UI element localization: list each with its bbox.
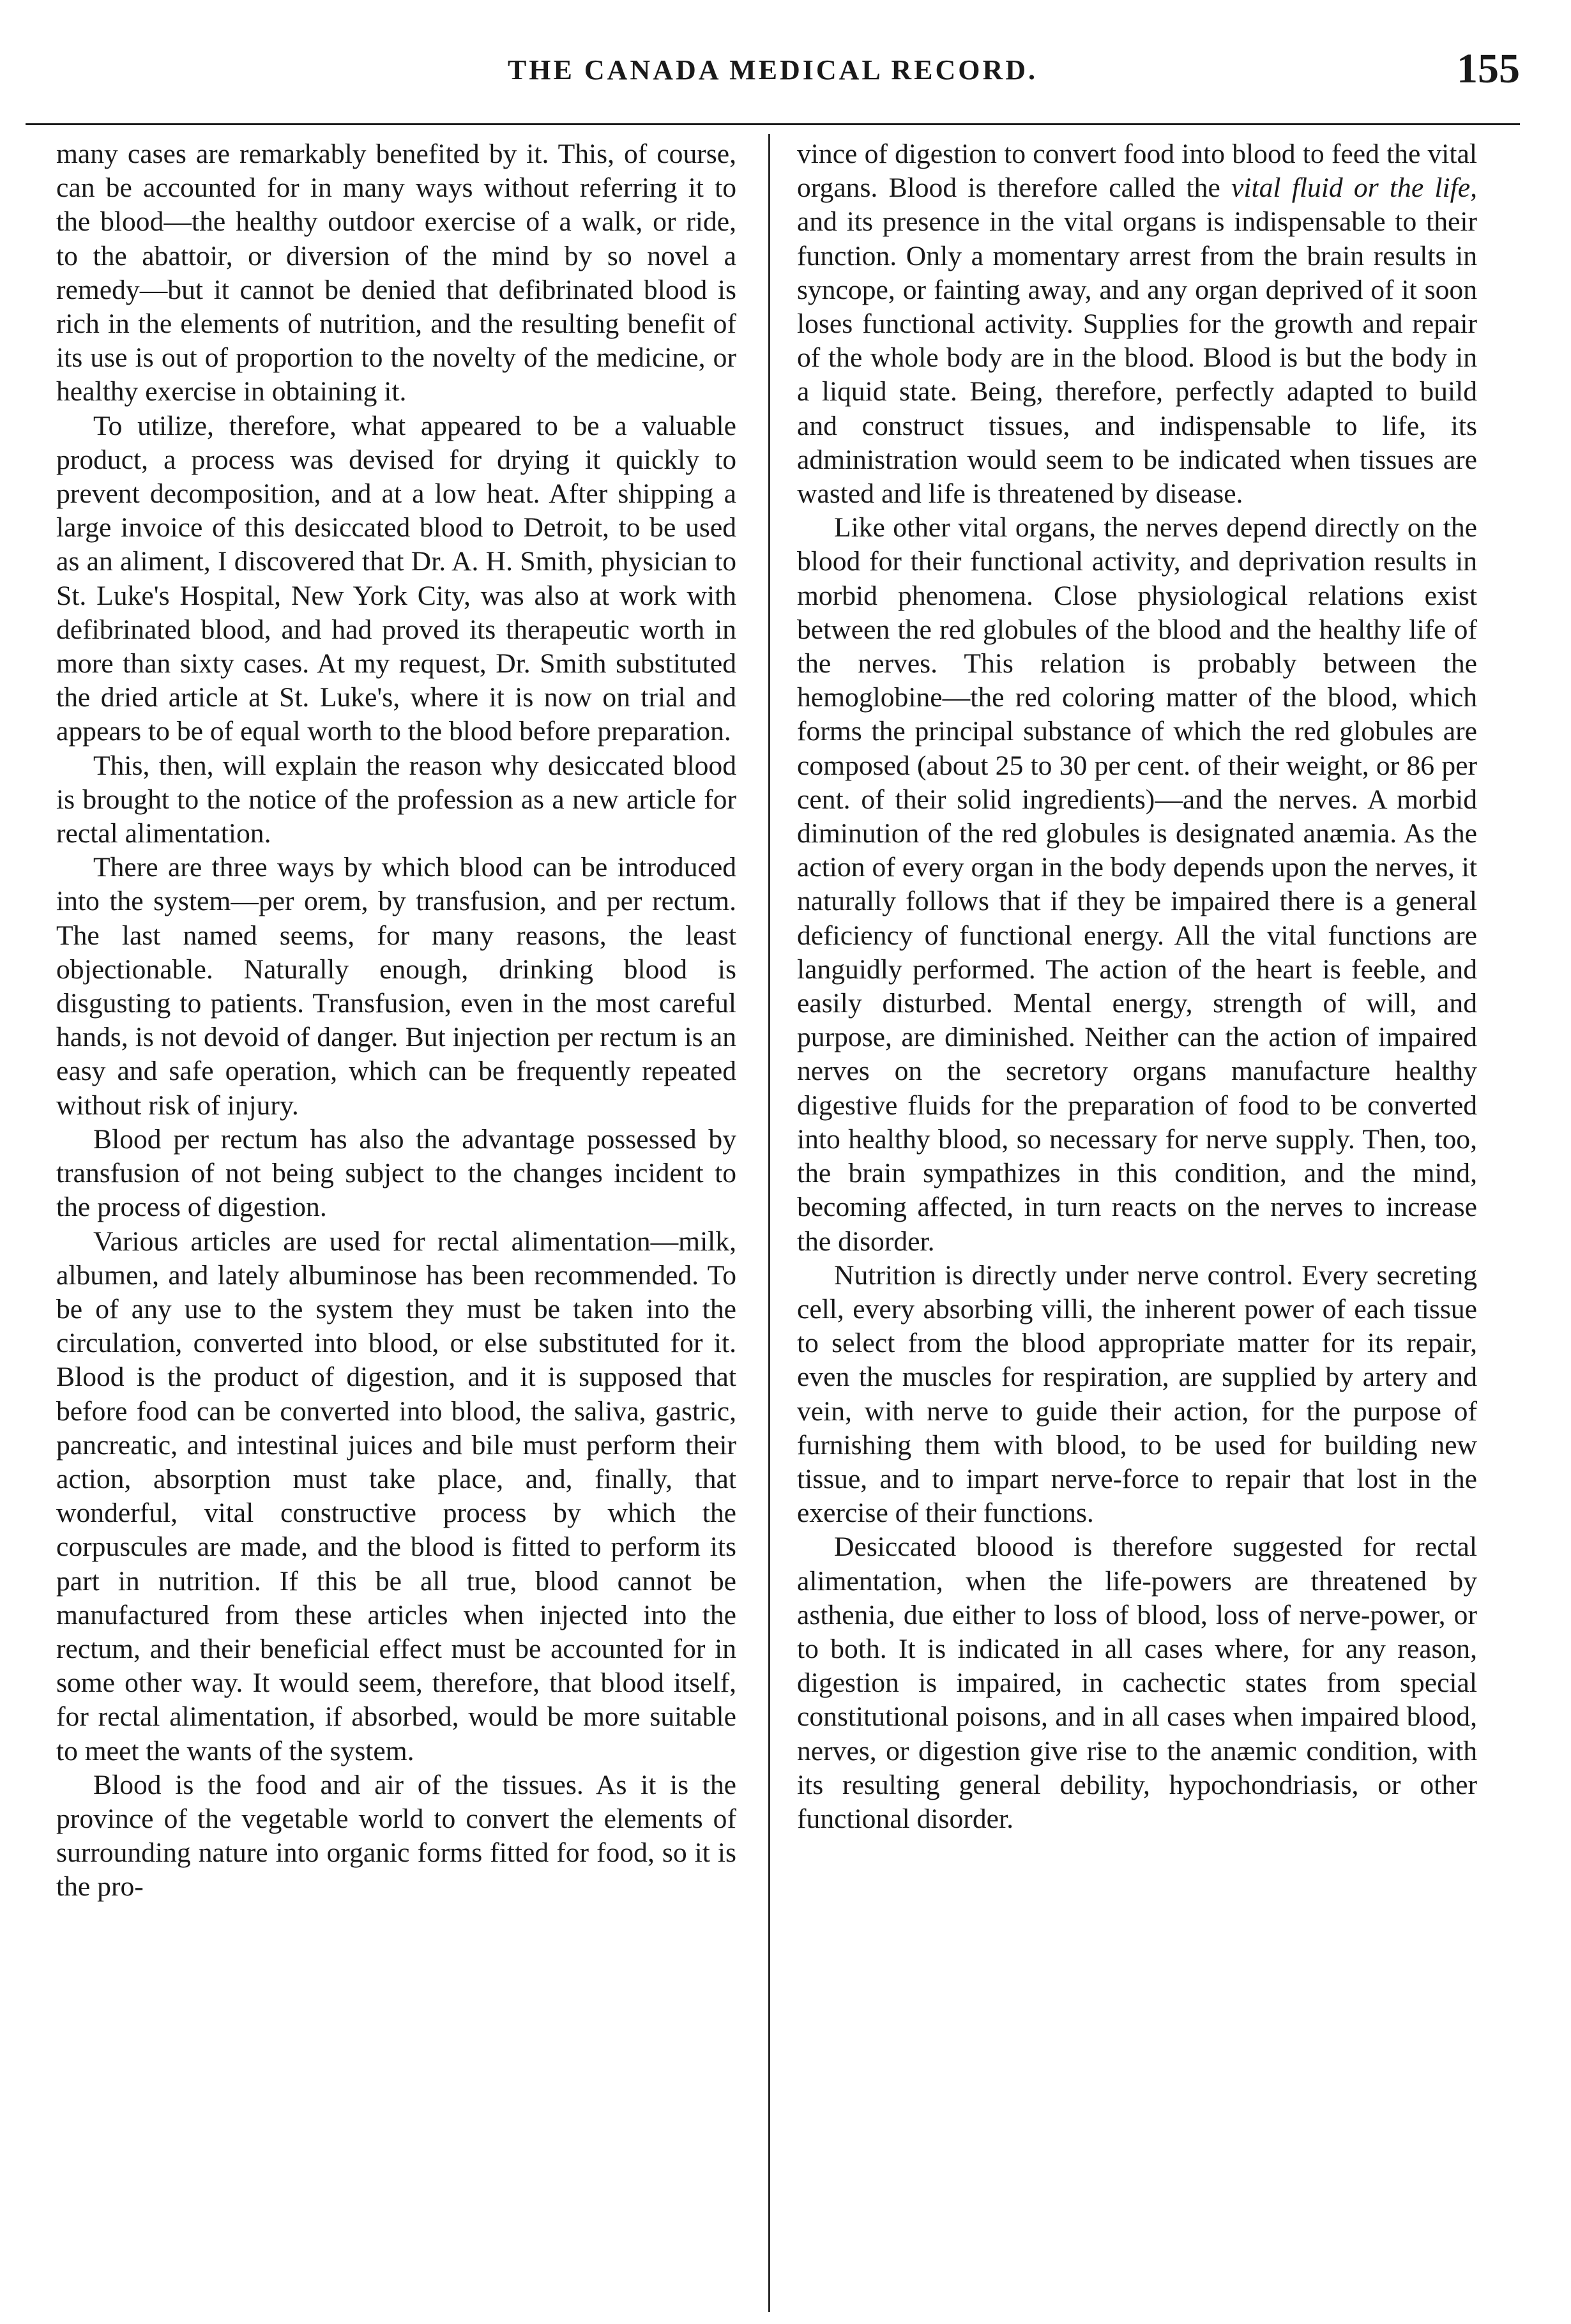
left-column	[56, 137, 736, 2309]
page-header	[26, 0, 1520, 141]
paragraph: many cases are remarkably benefited by it. This, of course, can be accounted for in many ways without referring it to the blood—the healthy outdoor exercise of a walk, or ride, to the abattoir, or diversion of the mind by so novel a remedy—but it cannot be denied that defibrinated blood is rich in the elements of nutrition, and the resulting benefit of its use is out of proportion to the novelty of the medicine, or healthy exercise in obtaining it.	[56, 139, 736, 407]
paragraph: Nutrition is directly under nerve control. Every secreting cell, every absorbing villi, the inherent power of each tissue to select from the blood appropriate matter for its repair, even the muscles for respiration, are supplied by artery and vein, with nerve to guide their action, for the purpose of furnishing them with blood, to be used for building new tissue, and to impart nerve-force to repair that lost in the exercise of their functions.	[797, 1259, 1477, 1529]
right-column	[797, 137, 1477, 2309]
header-rule	[26, 123, 1520, 125]
paragraph: Desiccated bloood is therefore suggested for rectal alimentation, when the life-powers are threatened by asthenia, due either to loss of blood, loss of nerve-power, or to both. It is indicated in all cases where, for any reason, digestion is impaired, in cachectic states from special constitutional poisons, and in all cases when impaired blood, nerves, or digestion give rise to the anæmic condition, with its resulting general debility, hypochondriasis, or other functional disorder.	[797, 1531, 1477, 1834]
paragraph: Blood per rectum has also the advantage possessed by transfusion of not being subject to the changes incident to the process of digestion.	[56, 1123, 736, 1223]
italic-phrase: vital fluid or the life,	[1231, 172, 1477, 204]
paragraph-text: and its presence in the vital organs is indispensable to their function. Only a momentary arrest from the brain results in syncope, or fainting away, and any organ deprived of it soon loses functional activity. Supplies for the growth and repair of the whole body are in the blood. Blood is but the body in a liquid state. Being, therefore, perfectly adapted to build and construct tissues, and indispensable to life, its administration would seem to be indicated when tissues are wasted and life is threatened by disease.	[797, 206, 1477, 510]
paragraph: This, then, will explain the reason why desiccated blood is brought to the notice of the profession as a new article for rectal alimentation.	[56, 750, 736, 849]
page-number: 155	[1457, 45, 1520, 92]
paragraph: Blood is the food and air of the tissues. As it is the province of the vegetable world to convert the elements of surrounding nature into organic forms fitted for food, so it is the pro-	[56, 1769, 736, 1902]
paragraph-text: vince of digestion to convert food into blood to feed the vital organs. Blood is therefore called the	[797, 139, 1477, 204]
column-divider	[768, 134, 770, 2312]
paragraph: Like other vital organs, the nerves depend directly on the blood for their functional activity, and deprivation results in morbid phenomena. Close physiological relations exist between the red globules of the blood and the healthy life of the nerves. This relation is probably between the hemoglobine—the red coloring matter of the blood, which forms the principal substance of which the red globules are composed (about 25 to 30 per cent. of their weight, or 86 per cent. of their solid ingredients)—and the nerves. A morbid diminution of the red globules is designated anæmia. As the action of every organ in the body depends upon the nerves, it naturally follows that if they be impaired there is a general deficiency of functional energy. All the vital functions are languidly performed. The action of the heart is feeble, and easily disturbed. Mental energy, strength of will, and purpose, are diminished. Neither can the action of impaired nerves on the secretory organs manufacture healthy digestive fluids for the preparation of food to be converted into healthy blood, so necessary for nerve supply. Then, too, the brain sympathizes in this condition, and the mind, becoming affected, in turn reacts on the nerves to increase the disorder.	[797, 512, 1477, 1257]
paragraph	[797, 137, 1477, 511]
running-title: THE CANADA MEDICAL RECORD.	[507, 54, 1038, 86]
paragraph: To utilize, therefore, what appeared to be a valuable product, a process was devised for drying it quickly to prevent decomposition, and at a low heat. After shipping a large invoice of this desiccated blood to Detroit, to be used as an aliment, I discovered that Dr. A. H. Smith, physician to St. Luke's Hospital, New York City, was also at work with defibrinated blood, and had proved its therapeutic worth in more than sixty cases. At my request, Dr. Smith substituted the dried article at St. Luke's, where it is now on trial and appears to be of equal worth to the blood before preparation.	[56, 410, 736, 747]
paragraph: There are three ways by which blood can be introduced into the system—per orem, by transfusion, and per rectum. The last named seems, for many reasons, the least objectionable. Naturally enough, drinking blood is disgusting to patients. Transfusion, even in the most careful hands, is not devoid of danger. But injection per rectum is an easy and safe operation, which can be frequently repeated without risk of injury.	[56, 852, 736, 1121]
paragraph: Various articles are used for rectal alimentation—milk, albumen, and lately albuminose has been recommended. To be of any use to the system they must be taken into the circulation, converted into blood, or else substituted for it. Blood is the product of digestion, and it is supposed that before food can be converted into blood, the saliva, gastric, pancreatic, and intestinal juices and bile must perform their action, absorption must take place, and, finally, that wonderful, vital constructive process by which the corpuscules are made, and the blood is fitted to perform its part in nutrition. If this be all true, blood cannot be manufactured from these articles when injected into the rectum, and their beneficial effect must be accounted for in some other way. It would seem, therefore, that blood itself, for rectal alimentation, if absorbed, would be more suitable to meet the wants of the system.	[56, 1226, 736, 1766]
